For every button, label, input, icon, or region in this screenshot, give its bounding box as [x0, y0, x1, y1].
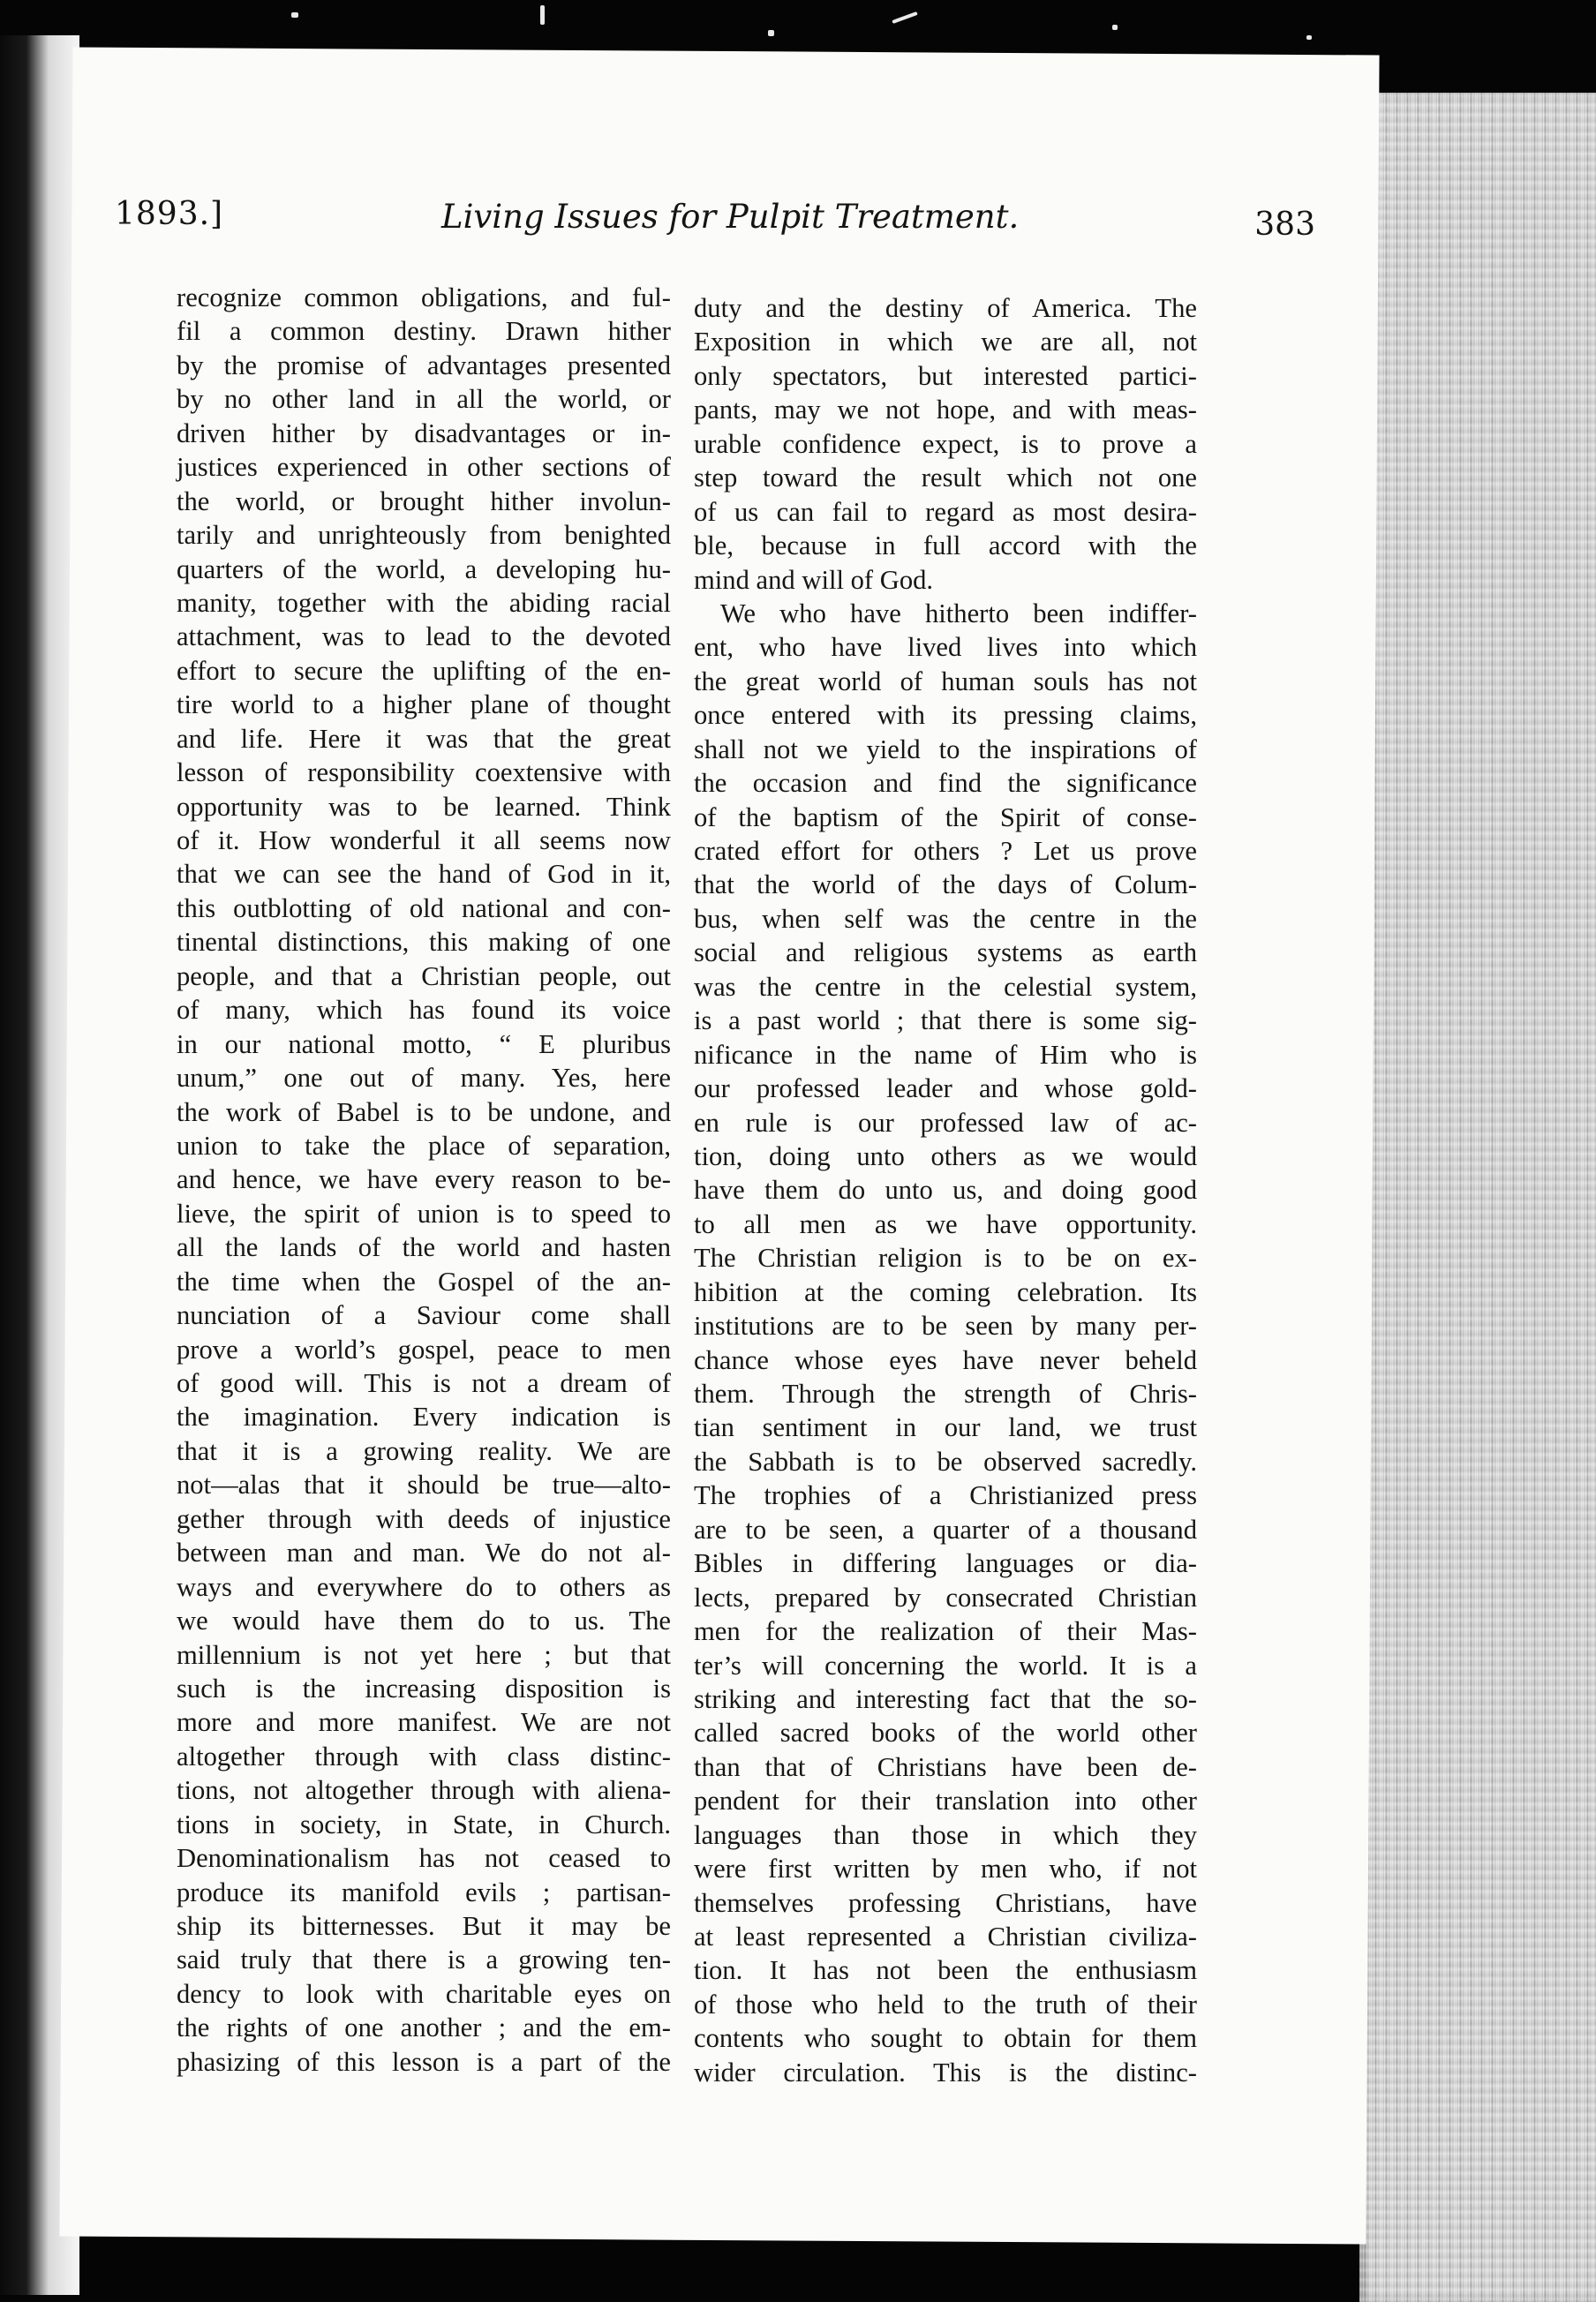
- right-text-column: [694, 291, 1197, 2089]
- text-line: said truly that there is a growing ten-: [177, 1945, 671, 1975]
- text-line: opportunity was to be learned. Think: [177, 791, 671, 822]
- text-line: and life. Here it was that the great: [177, 723, 671, 754]
- text-line: hibition at the coming celebration. Its: [694, 1276, 1197, 1307]
- text-line: lects, prepared by consecrated Christian: [694, 1582, 1197, 1613]
- text-line: lesson of responsibility coextensive with: [177, 757, 671, 788]
- text-line: the work of Babel is to be undone, and: [177, 1096, 671, 1127]
- text-line: The Christian religion is to be on ex-: [694, 1243, 1197, 1274]
- text-line: altogether through with class distinc-: [177, 1741, 671, 1772]
- text-line: the great world of human souls has not: [694, 666, 1197, 696]
- text-line: wider circulation. This is the distinc-: [694, 2057, 1197, 2088]
- text-line: this outblotting of old national and con-: [177, 892, 671, 923]
- text-line: more and more manifest. We are not: [177, 1707, 671, 1738]
- text-line: tion. It has not been the enthusiasm: [694, 1955, 1197, 1986]
- text-line: duty and the destiny of America. The: [694, 293, 1197, 323]
- text-line: of good will. This is not a dream of: [177, 1368, 671, 1398]
- text-line: gether through with deeds of injustice: [177, 1503, 671, 1534]
- text-line: were first written by men who, if not: [694, 1854, 1197, 1884]
- text-line: by the promise of advantages presented: [177, 350, 671, 380]
- text-line: We who have hitherto been indiffer-: [720, 598, 1197, 628]
- text-line: tion, doing unto others as we would: [694, 1140, 1197, 1171]
- text-line: are to be seen, a quarter of a thousand: [694, 1514, 1197, 1545]
- text-line: of those who held to the truth of their: [694, 1989, 1197, 2020]
- text-line: called sacred books of the world other: [694, 1718, 1197, 1749]
- text-line: the time when the Gospel of the an-: [177, 1266, 671, 1297]
- text-line: ent, who have lived lives into which: [694, 632, 1197, 663]
- text-line: to all men as we have opportunity.: [694, 1208, 1197, 1239]
- text-line: nificance in the name of Him who is: [694, 1039, 1197, 1070]
- text-line: union to take the place of separation,: [177, 1130, 671, 1161]
- text-line: prove a world’s gospel, peace to men: [177, 1334, 671, 1365]
- text-line: once entered with its pressing claims,: [694, 700, 1197, 731]
- text-line: ble, because in full accord with the: [694, 530, 1197, 561]
- text-line: pendent for their translation into other: [694, 1786, 1197, 1817]
- text-line: of many, which has found its voice: [177, 995, 671, 1026]
- text-line: Denominationalism has not ceased to: [177, 1843, 671, 1874]
- text-line: ter’s will concerning the world. It is a: [694, 1650, 1197, 1681]
- text-line: all the lands of the world and hasten: [177, 1232, 671, 1263]
- text-line: produce its manifold evils ; partisan-: [177, 1877, 671, 1907]
- text-line: men for the realization of their Mas-: [694, 1616, 1197, 1647]
- text-line: we would have them do to us. The: [177, 1606, 671, 1636]
- text-line: that it is a growing reality. We are: [177, 1435, 671, 1466]
- text-line: the world, or brought hither involun-: [177, 485, 671, 516]
- text-line: tions in society, in State, in Church.: [177, 1809, 671, 1839]
- text-line: tinental distinctions, this making of one: [177, 927, 671, 958]
- text-line: only spectators, but interested partici-: [694, 360, 1197, 391]
- text-line: that the world of the days of Colum-: [694, 869, 1197, 900]
- text-line: attachment, was to lead to the devoted: [177, 621, 671, 652]
- text-line: tian sentiment in our land, we trust: [694, 1412, 1197, 1443]
- text-line: quarters of the world, a developing hu-: [177, 553, 671, 584]
- text-line: the Sabbath is to be observed sacredly.: [694, 1446, 1197, 1477]
- text-line: ship its bitternesses. But it may be: [177, 1911, 671, 1941]
- text-line: social and religious systems as earth: [694, 937, 1197, 968]
- text-line: unum,” one out of many. Yes, here: [177, 1063, 671, 1094]
- text-line: such is the increasing disposition is: [177, 1673, 671, 1704]
- running-head-year: 1893.]: [115, 196, 224, 232]
- page-number: 383: [1254, 207, 1315, 243]
- text-line: languages than those in which they: [694, 1819, 1197, 1850]
- text-line: driven hither by disadvantages or in-: [177, 418, 671, 448]
- left-text-column: [177, 281, 671, 2079]
- text-line: nunciation of a Saviour come shall: [177, 1300, 671, 1331]
- text-line: contents who sought to obtain for them: [694, 2023, 1197, 2054]
- text-line: people, and that a Christian people, out: [177, 960, 671, 991]
- text-line: that we can see the hand of God in it,: [177, 859, 671, 890]
- text-line: Bibles in differing languages or dia-: [694, 1548, 1197, 1579]
- text-line: themselves professing Christians, have: [694, 1887, 1197, 1918]
- text-line: was the centre in the celestial system,: [694, 971, 1197, 1002]
- text-line: tions, not altogether through with aliena-: [177, 1775, 671, 1806]
- page-stack-edges: [1359, 93, 1596, 2302]
- text-line: the imagination. Every indication is: [177, 1402, 671, 1433]
- text-line: justices experienced in other sections of: [177, 452, 671, 483]
- text-line: ways and everywhere do to others as: [177, 1571, 671, 1602]
- text-line: pants, may we not hope, and with meas-: [694, 395, 1197, 425]
- text-line: have them do unto us, and doing good: [694, 1175, 1197, 1206]
- text-line: the rights of one another ; and the em-: [177, 2012, 671, 2043]
- text-line: crated effort for others ? Let us prove: [694, 836, 1197, 866]
- text-line: our professed leader and whose gold-: [694, 1073, 1197, 1104]
- text-line: of us can fail to regard as most desira-: [694, 496, 1197, 527]
- text-line: in our national motto, “ E pluribus: [177, 1028, 671, 1059]
- running-head-title: Living Issues for Pulpit Treatment.: [441, 198, 1020, 236]
- text-line: striking and interesting fact that the so-: [694, 1683, 1197, 1714]
- text-line: by no other land in all the world, or: [177, 384, 671, 415]
- text-line: chance whose eyes have never beheld: [694, 1344, 1197, 1375]
- text-line: manity, together with the abiding racial: [177, 587, 671, 618]
- text-line: tire world to a higher plane of thought: [177, 689, 671, 720]
- text-line: of the baptism of the Spirit of conse-: [694, 801, 1197, 832]
- text-line: phasizing of this lesson is a part of the: [177, 2046, 671, 2077]
- text-line: institutions are to be seen by many per-: [694, 1311, 1197, 1342]
- text-line: fil a common destiny. Drawn hither: [177, 316, 671, 347]
- text-line: of it. How wonderful it all seems now: [177, 825, 671, 855]
- text-line: than that of Christians have been de-: [694, 1751, 1197, 1782]
- text-line: between man and man. We do not al-: [177, 1538, 671, 1569]
- text-line: step toward the result which not one: [694, 463, 1197, 493]
- running-head: [115, 152, 1315, 243]
- text-line: and hence, we have every reason to be-: [177, 1164, 671, 1195]
- text-line: The trophies of a Christianized press: [694, 1480, 1197, 1511]
- text-line: effort to secure the uplifting of the en-: [177, 655, 671, 686]
- text-line: recognize common obligations, and ful-: [177, 282, 671, 312]
- text-line: mind and will of God.: [694, 564, 934, 595]
- text-line: at least represented a Christian civiliza-: [694, 1922, 1197, 1952]
- text-line: not—alas that it should be true—alto-: [177, 1470, 671, 1501]
- text-line: millennium is not yet here ; but that: [177, 1639, 671, 1670]
- text-line: Exposition in which we are all, not: [694, 327, 1197, 357]
- text-line: urable confidence expect, is to prove a: [694, 428, 1197, 459]
- text-line: them. Through the strength of Chris-: [694, 1379, 1197, 1409]
- text-line: the occasion and find the significance: [694, 768, 1197, 799]
- text-line: dency to look with charitable eyes on: [177, 1978, 671, 2009]
- text-line: en rule is our professed law of ac-: [694, 1107, 1197, 1138]
- text-line: shall not we yield to the inspirations of: [694, 733, 1197, 764]
- text-line: tarily and unrighteously from benighted: [177, 520, 671, 551]
- text-line: lieve, the spirit of union is to speed to: [177, 1198, 671, 1229]
- text-line: bus, when self was the centre in the: [694, 903, 1197, 934]
- text-line: is a past world ; that there is some sig-: [694, 1005, 1197, 1036]
- scan-border-specks: [0, 0, 1596, 53]
